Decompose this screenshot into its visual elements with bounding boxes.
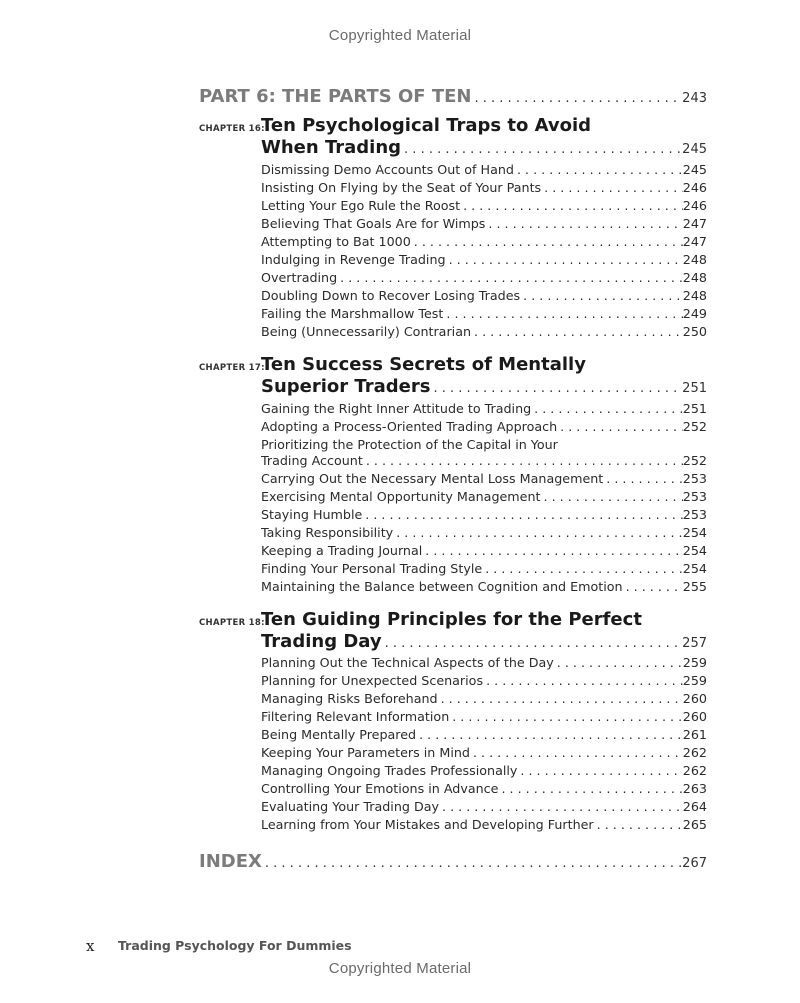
entry-page: 245 — [682, 162, 707, 177]
entry-page: 250 — [682, 324, 707, 339]
entry-page: 253 — [682, 471, 707, 486]
dot-leader — [606, 471, 683, 486]
chapter-title-continued: Superior Traders — [261, 376, 431, 397]
entry-page: 253 — [682, 507, 707, 522]
entry-page: 259 — [682, 673, 707, 688]
entry-title: Gaining the Right Inner Attitude to Trading — [261, 401, 532, 416]
dot-leader — [544, 180, 683, 195]
footer-page-number: x — [86, 937, 95, 955]
chapter-title-continued: When Trading — [261, 137, 402, 158]
entry-title: Evaluating Your Trading Day — [261, 799, 440, 814]
entry-page: 248 — [682, 288, 707, 303]
entry-page: 259 — [682, 655, 707, 670]
dot-leader — [626, 579, 683, 594]
toc-entry — [261, 525, 707, 543]
entry-title: Keeping Your Parameters in Mind — [261, 745, 470, 760]
entry-page: 262 — [682, 745, 707, 760]
entry-title: Keeping a Trading Journal — [261, 543, 423, 558]
dot-leader — [560, 419, 683, 434]
dot-leader — [485, 561, 683, 576]
chapter-page: 245 — [682, 142, 707, 157]
dot-leader — [442, 799, 683, 814]
entry-title: Trading Account — [261, 453, 363, 468]
dot-leader — [557, 655, 683, 670]
dot-leader — [396, 525, 683, 540]
dot-leader — [517, 162, 683, 177]
dot-leader — [452, 709, 683, 724]
entry-page: 254 — [682, 525, 707, 540]
part-page: 243 — [682, 91, 707, 106]
dot-leader — [473, 745, 683, 760]
index-title: INDEX — [199, 851, 262, 872]
toc-entry — [261, 306, 707, 324]
chapter-title-line — [261, 376, 707, 397]
toc-entry — [261, 419, 707, 437]
entry-title: Carrying Out the Necessary Mental Loss Management — [261, 471, 604, 486]
entry-title: Dismissing Demo Accounts Out of Hand — [261, 162, 514, 177]
entry-title: Planning for Unexpected Scenarios — [261, 673, 484, 688]
chapter-page: 257 — [682, 636, 707, 651]
entry-page: 251 — [682, 401, 707, 416]
chapter-title-line — [261, 631, 707, 652]
toc-entry — [261, 579, 707, 597]
entry-title: Filtering Relevant Information — [261, 709, 450, 724]
entry-page: 246 — [682, 180, 707, 195]
toc-entry — [261, 270, 707, 288]
dot-leader — [385, 631, 683, 652]
entry-page: 260 — [682, 709, 707, 724]
chapter-label: CHAPTER 16: — [199, 124, 265, 134]
entry-title: Attempting to Bat 1000 — [261, 234, 411, 249]
dot-leader — [597, 817, 683, 832]
dot-leader — [475, 86, 683, 107]
entry-page: 255 — [682, 579, 707, 594]
dot-leader — [523, 288, 683, 303]
entry-title: Indulging in Revenge Trading — [261, 252, 446, 267]
toc-entry — [261, 288, 707, 306]
entry-title: Controlling Your Emotions in Advance — [261, 781, 499, 796]
entry-title: Adopting a Process-Oriented Trading Approach — [261, 419, 558, 434]
toc-entry — [261, 763, 707, 781]
dot-leader — [365, 507, 682, 522]
toc-entry — [261, 234, 707, 252]
toc-entry — [261, 781, 707, 799]
dot-leader — [544, 489, 683, 504]
toc-entry — [261, 162, 707, 180]
toc-entry — [261, 673, 707, 691]
entry-title: Being (Unnecessarily) Contrarian — [261, 324, 472, 339]
entry-title: Letting Your Ego Rule the Roost — [261, 198, 461, 213]
toc-entry — [261, 727, 707, 745]
entry-page: 263 — [682, 781, 707, 796]
toc-entry — [261, 453, 707, 471]
toc-entry — [261, 471, 707, 489]
toc-entry — [261, 401, 707, 419]
toc-entry — [261, 324, 707, 342]
entry-title: Maintaining the Balance between Cognition and Emotion — [261, 579, 623, 594]
entry-title: Believing That Goals Are for Wimps — [261, 216, 486, 231]
chapter-title-continued: Trading Day — [261, 631, 382, 652]
dot-leader — [501, 781, 682, 796]
dot-leader — [441, 691, 683, 706]
dot-leader — [265, 851, 682, 872]
index-page: 267 — [682, 856, 707, 871]
entry-page: 252 — [682, 419, 707, 434]
chapter-label: CHAPTER 18: — [199, 618, 265, 628]
entry-title: Exercising Mental Opportunity Management — [261, 489, 541, 504]
footer-book-title: Trading Psychology For Dummies — [118, 938, 352, 953]
entry-page: 264 — [682, 799, 707, 814]
dot-leader — [486, 673, 683, 688]
dot-leader — [520, 763, 682, 778]
chapter-title: Ten Guiding Principles for the Perfect — [261, 609, 642, 630]
entry-title: Planning Out the Technical Aspects of the Day — [261, 655, 554, 670]
dot-leader — [433, 376, 682, 397]
entry-title: Staying Humble — [261, 507, 363, 522]
dot-leader — [419, 727, 683, 742]
copyright-watermark-bottom: Copyrighted Material — [328, 960, 472, 977]
index-heading — [199, 851, 707, 872]
entry-title: Being Mentally Prepared — [261, 727, 417, 742]
dot-leader — [425, 543, 683, 558]
entry-page: 262 — [682, 763, 707, 778]
toc-entry — [261, 655, 707, 673]
entry-page: 248 — [682, 252, 707, 267]
entry-title: Finding Your Personal Trading Style — [261, 561, 483, 576]
toc-entry — [261, 216, 707, 234]
entry-page: 248 — [682, 270, 707, 285]
toc-entry — [261, 198, 707, 216]
chapter-title: Ten Success Secrets of Mentally — [261, 354, 586, 375]
chapter-title: Ten Psychological Traps to Avoid — [261, 115, 592, 136]
entry-page: 247 — [682, 234, 707, 249]
entry-page: 253 — [682, 489, 707, 504]
toc-entry-first-line: Prioritizing the Protection of the Capital in Your — [261, 437, 558, 452]
dot-leader — [474, 324, 683, 339]
entry-page: 254 — [682, 543, 707, 558]
dot-leader — [404, 137, 682, 158]
toc-entry — [261, 691, 707, 709]
entry-title: Insisting On Flying by the Seat of Your Pants — [261, 180, 542, 195]
chapter-title-line — [261, 137, 707, 158]
dot-leader — [488, 216, 682, 231]
part-heading — [199, 86, 707, 107]
chapter-label: CHAPTER 17: — [199, 363, 265, 373]
toc-entry — [261, 817, 707, 835]
entry-page: 247 — [682, 216, 707, 231]
entry-page: 246 — [682, 198, 707, 213]
dot-leader — [534, 401, 683, 416]
entry-page: 252 — [682, 453, 707, 468]
dot-leader — [449, 252, 683, 267]
chapter-page: 251 — [682, 381, 707, 396]
entry-title: Failing the Marshmallow Test — [261, 306, 444, 321]
dot-leader — [463, 198, 683, 213]
toc-entry — [261, 543, 707, 561]
toc-entry — [261, 507, 707, 525]
dot-leader — [446, 306, 682, 321]
toc-entry — [261, 180, 707, 198]
entry-title: Overtrading — [261, 270, 338, 285]
entry-title: Learning from Your Mistakes and Developing Further — [261, 817, 594, 832]
entry-page: 249 — [682, 306, 707, 321]
dot-leader — [340, 270, 683, 285]
entry-page: 265 — [682, 817, 707, 832]
toc-entry — [261, 745, 707, 763]
entry-page: 254 — [682, 561, 707, 576]
entry-title: Managing Risks Beforehand — [261, 691, 438, 706]
copyright-watermark-top: Copyrighted Material — [328, 27, 472, 44]
toc-entry — [261, 799, 707, 817]
entry-title: Taking Responsibility — [261, 525, 394, 540]
dot-leader — [414, 234, 683, 249]
entry-page: 260 — [682, 691, 707, 706]
toc-entry — [261, 561, 707, 579]
toc-entry — [261, 709, 707, 727]
dot-leader — [366, 453, 683, 468]
toc-entry — [261, 489, 707, 507]
entry-page: 261 — [682, 727, 707, 742]
part-title: PART 6: THE PARTS OF TEN — [199, 86, 472, 107]
entry-title: Managing Ongoing Trades Professionally — [261, 763, 518, 778]
entry-title: Doubling Down to Recover Losing Trades — [261, 288, 521, 303]
toc-entry — [261, 252, 707, 270]
